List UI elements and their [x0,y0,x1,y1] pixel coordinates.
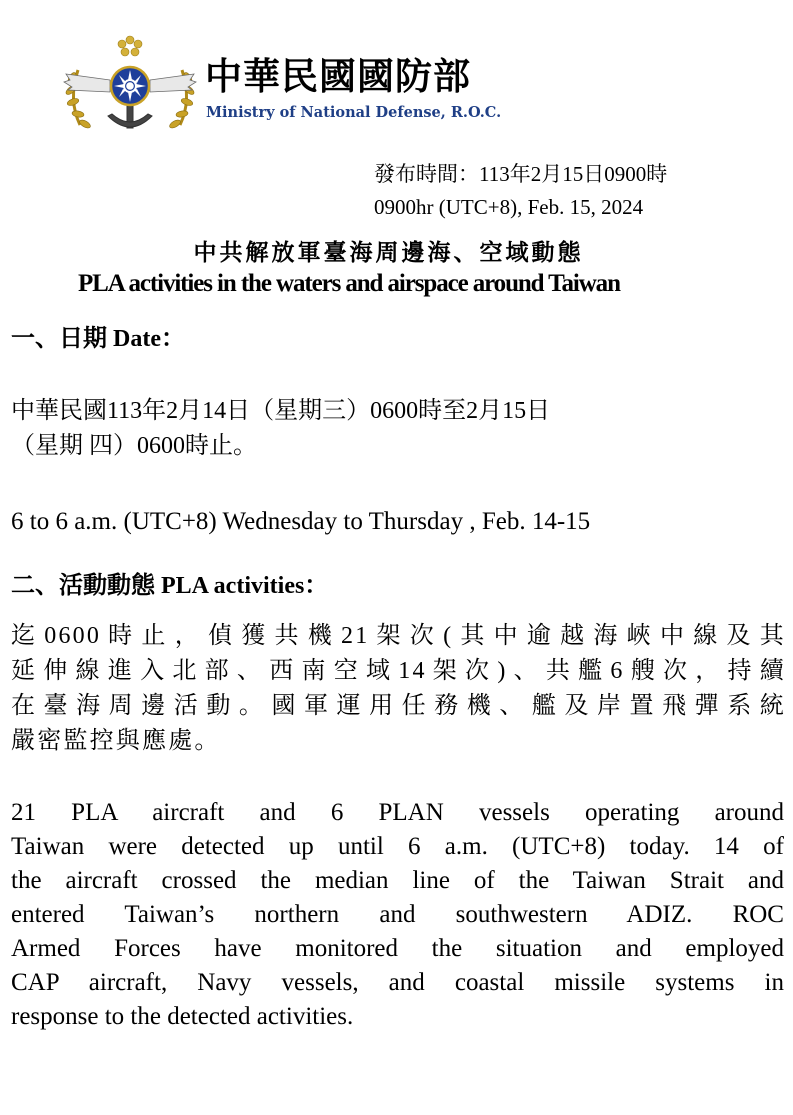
ministry-emblem-logo [60,30,200,140]
date-paragraph-chinese [11,394,786,464]
document-title-english: PLA activities in the waters and airspace around Taiwan [78,270,620,297]
activities-en-line-6: CAP aircraft, Navy vessels, and coastal missile systems in [11,969,784,996]
title-cn-text: 中共解放軍臺海周邊海、空域動態 [193,240,584,265]
ministry-name-english: Ministry of National Defense, R.O.C. [206,104,502,121]
activities-en-line-7: response to the detected activities. [11,1003,354,1030]
release-time-chinese: 發布時間：113年2月15日0900時 [374,162,668,186]
date-paragraph-english: 6 to 6 a.m. (UTC+8) Wednesday to Thursday , Feb. 14-15 [11,508,591,535]
date-cn-line-1: 中華民國113年2月14日（星期三）0600時至2月15日 [11,398,551,424]
ministry-name-chinese: 中華民國國防部 [205,55,471,98]
activities-cn-line-1: 迄0600時止，偵獲共機21架次(其中逾越海峽中線及其 [11,623,786,649]
activities-paragraph-english [11,796,784,1034]
release-time-english: 0900hr (UTC+8), Feb. 15, 2024 [374,195,644,219]
activities-cn-line-4: 嚴密監控與應處。 [11,728,221,754]
date-cn-line-2: （星期 四）0600時止。 [11,433,257,459]
section-heading-date: 一、日期 Date： [11,326,185,352]
section-heading-activities: 二、活動動態 PLA activities： [11,573,329,599]
release-time [374,158,667,224]
activities-en-line-4: entered Taiwan’s northern and southwestern ADIZ. ROC [11,901,784,928]
activities-cn-line-2: 延伸線進入北部、西南空域14架次)、共艦6艘次，持續 [11,658,786,684]
activities-en-line-3: the aircraft crossed the median line of the Taiwan Strait and [11,867,784,894]
activities-cn-line-3: 在臺海周邊活動。國軍運用任務機、艦及岸置飛彈系統 [11,693,786,719]
activities-en-line-5: Armed Forces have monitored the situation and employed [11,935,784,962]
document-title-chinese [0,234,793,267]
activities-paragraph-chinese [11,619,786,759]
activities-en-line-2: Taiwan were detected up until 6 a.m. (UTC+8) today. 14 of [11,833,784,860]
activities-en-line-1: 21 PLA aircraft and 6 PLAN vessels operating around [11,799,784,826]
